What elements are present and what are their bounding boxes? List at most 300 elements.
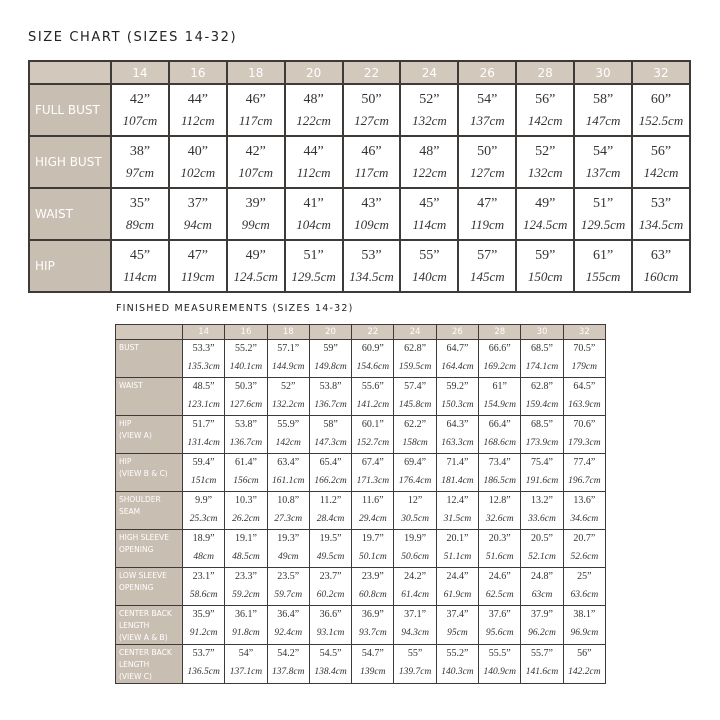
- cm-value: 50.6cm: [401, 552, 429, 562]
- cm-value: 145cm: [469, 268, 505, 284]
- cm-value: 31.5cm: [443, 514, 472, 524]
- inch-value: 46”: [245, 91, 266, 107]
- cm-value: 61.4cm: [401, 590, 429, 600]
- value-cell: [632, 240, 690, 292]
- inch-value: 53.7”: [192, 648, 215, 659]
- value-cell: [343, 188, 401, 240]
- inch-value: 66.4”: [488, 419, 511, 430]
- value-cell: [309, 568, 351, 606]
- row-label-line: CENTER BACK: [119, 609, 172, 618]
- cm-value: 136.7cm: [314, 400, 347, 410]
- row-label-line: (VIEW B & C): [119, 469, 168, 478]
- inch-value: 77.4”: [573, 457, 596, 468]
- inch-value: 58”: [592, 91, 614, 107]
- inch-value: 59.2”: [446, 381, 469, 392]
- value-cell: [574, 188, 632, 240]
- inch-value: 64.5”: [573, 381, 596, 392]
- row-label-line: (VIEW A): [119, 431, 152, 440]
- cm-value: 114cm: [412, 216, 447, 232]
- cm-value: 163.9cm: [568, 400, 601, 410]
- value-cell: [563, 606, 605, 645]
- inch-value: 55”: [407, 648, 423, 659]
- inch-value: 20.5”: [531, 533, 553, 544]
- inch-value: 52”: [419, 91, 440, 107]
- cm-value: 123.1cm: [187, 400, 220, 410]
- cm-value: 163.3cm: [441, 438, 474, 448]
- inch-value: 44”: [303, 143, 324, 159]
- inch-value: 61”: [592, 247, 614, 263]
- size-header: 28: [479, 325, 521, 340]
- value-cell: [563, 454, 605, 492]
- size-header: 28: [516, 61, 574, 84]
- inch-value: 55.5”: [488, 648, 511, 659]
- row-label: [116, 378, 183, 416]
- value-cell: [479, 416, 521, 454]
- value-cell: [267, 530, 309, 568]
- inch-value: 37.9”: [531, 609, 553, 620]
- value-cell: [394, 530, 436, 568]
- cm-value: 156cm: [233, 476, 259, 486]
- cm-value: 99cm: [241, 216, 270, 232]
- inch-value: 63”: [650, 247, 672, 263]
- inch-value: 52”: [535, 143, 556, 159]
- corner-cell: [29, 61, 111, 84]
- cm-value: 30.5cm: [401, 514, 429, 524]
- cm-value: 127.6cm: [229, 400, 263, 410]
- cm-value: 181.4cm: [441, 476, 474, 486]
- row-label: [29, 188, 111, 240]
- value-cell: [436, 568, 478, 606]
- cm-value: 119cm: [470, 216, 505, 232]
- value-cell: [227, 188, 285, 240]
- inch-value: 70.5”: [573, 343, 596, 354]
- cm-value: 97cm: [125, 164, 155, 180]
- inch-value: 64.7”: [446, 343, 469, 354]
- value-cell: [479, 568, 521, 606]
- row-label: [116, 454, 183, 492]
- row-label-line: (VIEW C): [119, 672, 152, 681]
- cm-value: 137.8cm: [272, 667, 305, 677]
- inch-value: 42”: [129, 91, 151, 107]
- value-cell: [309, 492, 351, 530]
- value-cell: [309, 530, 351, 568]
- value-cell: [227, 136, 285, 188]
- inch-value: 62.2”: [404, 419, 427, 430]
- value-cell: [267, 606, 309, 645]
- cm-value: 59.2cm: [232, 590, 260, 600]
- cm-value: 159.5cm: [398, 362, 432, 372]
- cm-value: 94cm: [183, 216, 212, 232]
- cm-value: 124.5cm: [522, 216, 568, 232]
- cm-value: 142.2cm: [568, 667, 601, 677]
- value-cell: [225, 530, 267, 568]
- cm-value: 109cm: [354, 216, 389, 232]
- cm-value: 132cm: [527, 164, 563, 180]
- value-cell: [479, 492, 521, 530]
- value-cell: [267, 340, 309, 378]
- value-cell: [574, 136, 632, 188]
- cm-value: 59.7cm: [274, 590, 303, 600]
- value-cell: [352, 378, 394, 416]
- cm-value: 51.6cm: [485, 552, 514, 562]
- inch-value: 55.2”: [446, 648, 469, 659]
- cm-value: 52.6cm: [570, 552, 599, 562]
- value-cell: [574, 84, 632, 136]
- inch-value: 46”: [361, 143, 382, 159]
- cm-value: 149.8cm: [314, 362, 347, 372]
- cm-value: 142cm: [643, 164, 679, 180]
- cm-value: 152.5cm: [638, 112, 684, 128]
- value-cell: [400, 136, 458, 188]
- cm-value: 160cm: [643, 268, 679, 284]
- cm-value: 136.5cm: [187, 667, 220, 677]
- inch-value: 13.2”: [531, 495, 553, 506]
- inch-value: 49”: [245, 247, 266, 263]
- value-cell: [225, 454, 267, 492]
- inch-value: 57”: [477, 247, 498, 263]
- header-row: [29, 61, 690, 84]
- inch-value: 55.9”: [277, 419, 300, 430]
- cm-value: 137cm: [585, 164, 621, 180]
- cm-value: 150.3cm: [441, 400, 474, 410]
- inch-value: 54”: [477, 91, 498, 107]
- cm-value: 28.4cm: [316, 514, 345, 524]
- value-cell: [309, 454, 351, 492]
- inch-value: 45”: [419, 195, 440, 211]
- value-cell: [183, 568, 225, 606]
- cm-value: 144.9cm: [272, 362, 305, 372]
- row-label: [116, 530, 183, 568]
- inch-value: 52”: [281, 381, 296, 392]
- row-label: [116, 606, 183, 645]
- size-header: 24: [400, 61, 458, 84]
- inch-value: 20.3”: [488, 533, 511, 544]
- value-cell: [309, 416, 351, 454]
- cm-value: 29.4cm: [358, 514, 387, 524]
- value-cell: [227, 240, 285, 292]
- cm-value: 92.4cm: [274, 628, 303, 638]
- value-cell: [563, 378, 605, 416]
- value-cell: [111, 240, 169, 292]
- cm-value: 60.8cm: [358, 590, 387, 600]
- cm-value: 58.6cm: [189, 590, 218, 600]
- inch-value: 36.9”: [361, 609, 384, 620]
- row-label: [29, 84, 111, 136]
- inch-value: 59”: [323, 343, 338, 354]
- value-cell: [436, 530, 478, 568]
- inch-value: 53”: [361, 247, 382, 263]
- inch-value: 23.5”: [277, 571, 300, 582]
- cm-value: 32.6cm: [485, 514, 514, 524]
- cm-value: 138.4cm: [314, 667, 347, 677]
- inch-value: 53”: [650, 195, 672, 211]
- value-cell: [563, 645, 605, 684]
- inch-value: 37.6”: [488, 609, 511, 620]
- value-cell: [563, 340, 605, 378]
- inch-value: 19.9”: [404, 533, 427, 544]
- value-cell: [183, 530, 225, 568]
- inch-value: 25”: [577, 571, 592, 582]
- cm-value: 117cm: [354, 164, 389, 180]
- inch-value: 10.8”: [277, 495, 300, 506]
- value-cell: [225, 645, 267, 684]
- cm-value: 51.1cm: [443, 552, 472, 562]
- value-cell: [521, 416, 563, 454]
- value-cell: [183, 340, 225, 378]
- value-cell: [309, 645, 351, 684]
- inch-value: 36.4”: [277, 609, 300, 620]
- value-cell: [267, 645, 309, 684]
- inch-value: 39”: [245, 195, 266, 211]
- inch-value: 61.4”: [234, 457, 257, 468]
- row-label: [116, 340, 183, 378]
- value-cell: [225, 340, 267, 378]
- inch-value: 35.9”: [192, 609, 215, 620]
- inch-value: 19.3”: [277, 533, 300, 544]
- cm-value: 49cm: [277, 552, 299, 562]
- row-label: [29, 240, 111, 292]
- inch-value: 23.7”: [319, 571, 342, 582]
- value-cell: [183, 416, 225, 454]
- value-cell: [352, 606, 394, 645]
- cm-value: 102cm: [180, 164, 216, 180]
- measurement-row: [116, 492, 606, 530]
- value-cell: [309, 606, 351, 645]
- row-label-line: LENGTH: [119, 660, 150, 669]
- value-cell: [521, 568, 563, 606]
- cm-value: 134.5cm: [638, 216, 684, 232]
- inch-value: 10.3”: [234, 495, 257, 506]
- inch-value: 20.1”: [446, 533, 469, 544]
- cm-value: 63cm: [531, 590, 553, 600]
- cm-value: 91.8cm: [232, 628, 260, 638]
- cm-value: 48cm: [193, 552, 214, 562]
- value-cell: [352, 416, 394, 454]
- inch-value: 75.4”: [531, 457, 553, 468]
- size-header: 20: [309, 325, 351, 340]
- value-cell: [521, 492, 563, 530]
- value-cell: [225, 606, 267, 645]
- inch-value: 60”: [650, 91, 672, 107]
- cm-value: 112cm: [296, 164, 331, 180]
- value-cell: [521, 378, 563, 416]
- value-cell: [458, 84, 516, 136]
- value-cell: [183, 454, 225, 492]
- size-header: 16: [225, 325, 267, 340]
- inch-value: 12”: [407, 495, 423, 506]
- inch-value: 57.4”: [404, 381, 427, 392]
- row-label-line: OPENING: [119, 545, 154, 554]
- value-cell: [225, 416, 267, 454]
- size-chart-title: SIZE CHART (SIZES 14-32): [28, 30, 238, 45]
- cm-value: 166.2cm: [314, 476, 347, 486]
- inch-value: 51”: [592, 195, 614, 211]
- row-label-line: CENTER BACK: [119, 648, 172, 657]
- cm-value: 117cm: [238, 112, 273, 128]
- cm-value: 104cm: [296, 216, 331, 232]
- value-cell: [111, 136, 169, 188]
- cm-value: 191.6cm: [525, 476, 559, 486]
- value-cell: [225, 492, 267, 530]
- value-cell: [394, 454, 436, 492]
- row-label: [29, 136, 111, 188]
- value-cell: [267, 568, 309, 606]
- cm-value: 196.7cm: [568, 476, 601, 486]
- value-cell: [516, 188, 574, 240]
- measurement-row: [116, 645, 606, 684]
- cm-value: 174.1cm: [525, 362, 559, 372]
- measurement-row: [116, 378, 606, 416]
- cm-value: 132.2cm: [272, 400, 305, 410]
- value-cell: [343, 84, 401, 136]
- value-cell: [352, 530, 394, 568]
- inch-value: 43”: [361, 195, 382, 211]
- row-label-line: HIGH SLEEVE: [119, 533, 169, 542]
- size-header: 20: [285, 61, 343, 84]
- cm-value: 169.2cm: [483, 362, 516, 372]
- cm-value: 186.5cm: [483, 476, 516, 486]
- inch-value: 55.6”: [361, 381, 384, 392]
- cm-value: 141.6cm: [525, 667, 559, 677]
- finished-measurements-table: [115, 324, 606, 684]
- value-cell: [436, 416, 478, 454]
- cm-value: 119cm: [180, 268, 215, 284]
- value-cell: [352, 454, 394, 492]
- inch-value: 36.1”: [234, 609, 257, 620]
- cm-value: 52.1cm: [528, 552, 556, 562]
- value-cell: [563, 568, 605, 606]
- inch-value: 56”: [650, 143, 672, 159]
- cm-value: 159.4cm: [525, 400, 559, 410]
- cm-value: 140.9cm: [483, 667, 516, 677]
- inch-value: 56”: [535, 91, 556, 107]
- value-cell: [479, 645, 521, 684]
- value-cell: [574, 240, 632, 292]
- value-cell: [267, 454, 309, 492]
- value-cell: [394, 606, 436, 645]
- value-cell: [632, 136, 690, 188]
- cm-value: 140.3cm: [441, 667, 474, 677]
- inch-value: 60.9”: [361, 343, 384, 354]
- size-header: 22: [352, 325, 394, 340]
- value-cell: [632, 84, 690, 136]
- cm-value: 96.2cm: [528, 628, 556, 638]
- inch-value: 24.6”: [488, 571, 511, 582]
- value-cell: [436, 340, 478, 378]
- inch-value: 68.5”: [531, 419, 553, 430]
- row-label: [116, 416, 183, 454]
- corner-cell: [116, 325, 183, 340]
- value-cell: [169, 240, 227, 292]
- inch-value: 57.1”: [277, 343, 300, 354]
- cm-value: 155cm: [585, 268, 621, 284]
- cm-value: 139.7cm: [398, 667, 432, 677]
- inch-value: 48.5”: [192, 381, 215, 392]
- cm-value: 93.7cm: [358, 628, 387, 638]
- inch-value: 9.9”: [195, 495, 213, 506]
- inch-value: 63.4”: [277, 457, 300, 468]
- size-header: 26: [436, 325, 478, 340]
- inch-value: 18.9”: [192, 533, 215, 544]
- cm-value: 107cm: [122, 112, 158, 128]
- cm-value: 135.3cm: [187, 362, 220, 372]
- inch-value: 44”: [187, 91, 208, 107]
- inch-value: 62.8”: [404, 343, 427, 354]
- cm-value: 26.2cm: [232, 514, 260, 524]
- value-cell: [479, 454, 521, 492]
- cm-value: 131.4cm: [187, 438, 220, 448]
- inch-value: 51”: [303, 247, 324, 263]
- row-label-line: SHOULDER: [119, 495, 161, 504]
- value-cell: [343, 240, 401, 292]
- value-cell: [400, 84, 458, 136]
- value-cell: [479, 340, 521, 378]
- cm-value: 139cm: [360, 667, 386, 677]
- value-cell: [516, 136, 574, 188]
- inch-value: 55.2”: [234, 343, 257, 354]
- value-cell: [111, 188, 169, 240]
- cm-value: 141.2cm: [356, 400, 390, 410]
- inch-value: 54.5”: [319, 648, 342, 659]
- value-cell: [285, 188, 343, 240]
- value-cell: [227, 84, 285, 136]
- value-cell: [343, 136, 401, 188]
- inch-value: 12.4”: [446, 495, 469, 506]
- value-cell: [352, 492, 394, 530]
- inch-value: 24.2”: [404, 571, 427, 582]
- inch-value: 20.7”: [573, 533, 596, 544]
- inch-value: 59.4”: [192, 457, 215, 468]
- value-cell: [225, 378, 267, 416]
- row-label-line: LOW SLEEVE: [119, 571, 167, 580]
- inch-value: 35”: [129, 195, 151, 211]
- inch-value: 55”: [419, 247, 440, 263]
- cm-value: 137cm: [469, 112, 505, 128]
- cm-value: 60.2cm: [316, 590, 345, 600]
- cm-value: 122cm: [296, 112, 331, 128]
- cm-value: 95cm: [447, 628, 468, 638]
- cm-value: 94.3cm: [401, 628, 429, 638]
- cm-value: 62.5cm: [485, 590, 514, 600]
- inch-value: 19.5”: [319, 533, 342, 544]
- value-cell: [521, 454, 563, 492]
- value-cell: [400, 188, 458, 240]
- inch-value: 61”: [492, 381, 507, 392]
- size-header: 30: [521, 325, 563, 340]
- inch-value: 58”: [323, 419, 338, 430]
- value-cell: [183, 378, 225, 416]
- measurement-row: [29, 188, 690, 240]
- value-cell: [352, 568, 394, 606]
- cm-value: 154.9cm: [483, 400, 516, 410]
- value-cell: [479, 606, 521, 645]
- inch-value: 54”: [238, 648, 254, 659]
- value-cell: [169, 84, 227, 136]
- inch-value: 38.1”: [573, 609, 596, 620]
- row-label-line: SEAM: [119, 507, 141, 516]
- measurement-row: [116, 568, 606, 606]
- value-cell: [267, 416, 309, 454]
- inch-value: 47”: [477, 195, 498, 211]
- row-label: [116, 568, 183, 606]
- value-cell: [479, 378, 521, 416]
- cm-value: 95.6cm: [485, 628, 514, 638]
- row-label-line: FULL BUST: [35, 103, 100, 117]
- inch-value: 62.8”: [531, 381, 553, 392]
- inch-value: 54.2”: [277, 648, 300, 659]
- measurement-row: [116, 530, 606, 568]
- inch-value: 53.8”: [319, 381, 342, 392]
